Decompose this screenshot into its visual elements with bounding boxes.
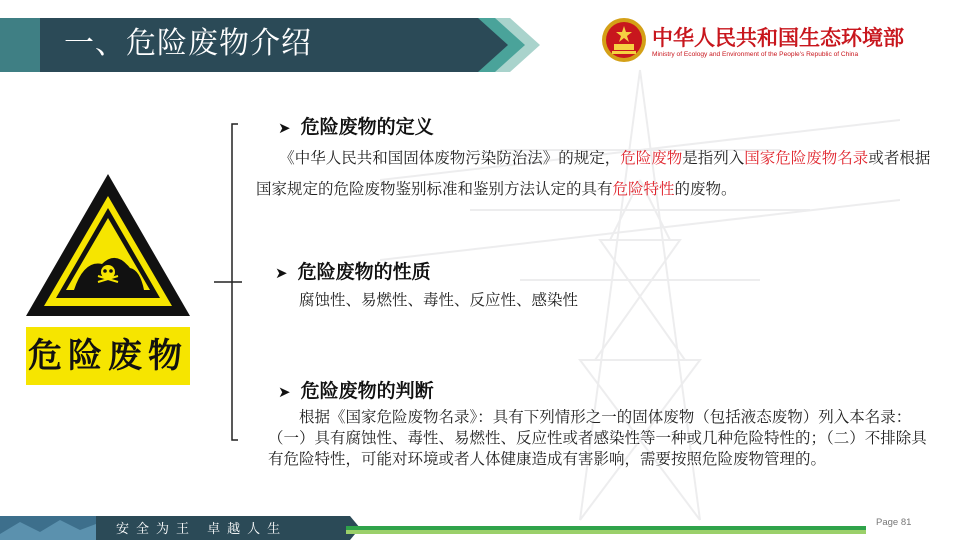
national-emblem-icon (600, 16, 648, 64)
page-number: Page 81 (876, 517, 912, 528)
page-title: 一、危险废物介绍 (64, 26, 312, 61)
ministry-name-en: Ministry of Ecology and Environment of the People's Republic of China (652, 51, 859, 58)
hazard-label: 危险废物 (28, 336, 188, 376)
ministry-name-cn: 中华人民共和国生态环境部 (652, 26, 904, 50)
highlight-term: 国家危险废物名录 (744, 149, 869, 167)
judgment-heading: ➤ 危险废物的判断 (278, 380, 434, 402)
footer-slogan: 安全为王 卓越人生 (116, 522, 288, 537)
properties-heading: ➤ 危险废物的性质 (275, 261, 431, 283)
arrow-bullet-icon: ➤ (278, 119, 291, 137)
highlight-term: 危险特性 (612, 180, 675, 198)
highlight-term: 危险废物 (620, 149, 683, 167)
hazard-triangle-icon (24, 172, 192, 318)
definition-heading: ➤ 危险废物的定义 (278, 116, 434, 138)
arrow-bullet-icon: ➤ (278, 383, 291, 401)
section-bracket (212, 120, 252, 444)
definition-text: 《中华人民共和国固体废物污染防治法》的规定，危险废物是指列入国家危险废物名录或者根据国家规定的危险废物鉴别标准和鉴别方法认定的具有危险特性的废物。 (256, 149, 931, 198)
arrow-bullet-icon: ➤ (275, 264, 288, 282)
judgment-text: 根据《国家危险废物名录》：具有下列情形之一的固体废物（包括液态废物）列入本名录：（一）具有腐蚀性、毒性、易燃性、反应性或者感染性等一种或几种危险特性的；（二）不排除具有危险特性，可能对环境或者人体健康造成有害影响，需要按照危险废物管理的。 (268, 408, 927, 468)
properties-text: 腐蚀性、易燃性、毒性、反应性、感染性 (299, 291, 579, 309)
